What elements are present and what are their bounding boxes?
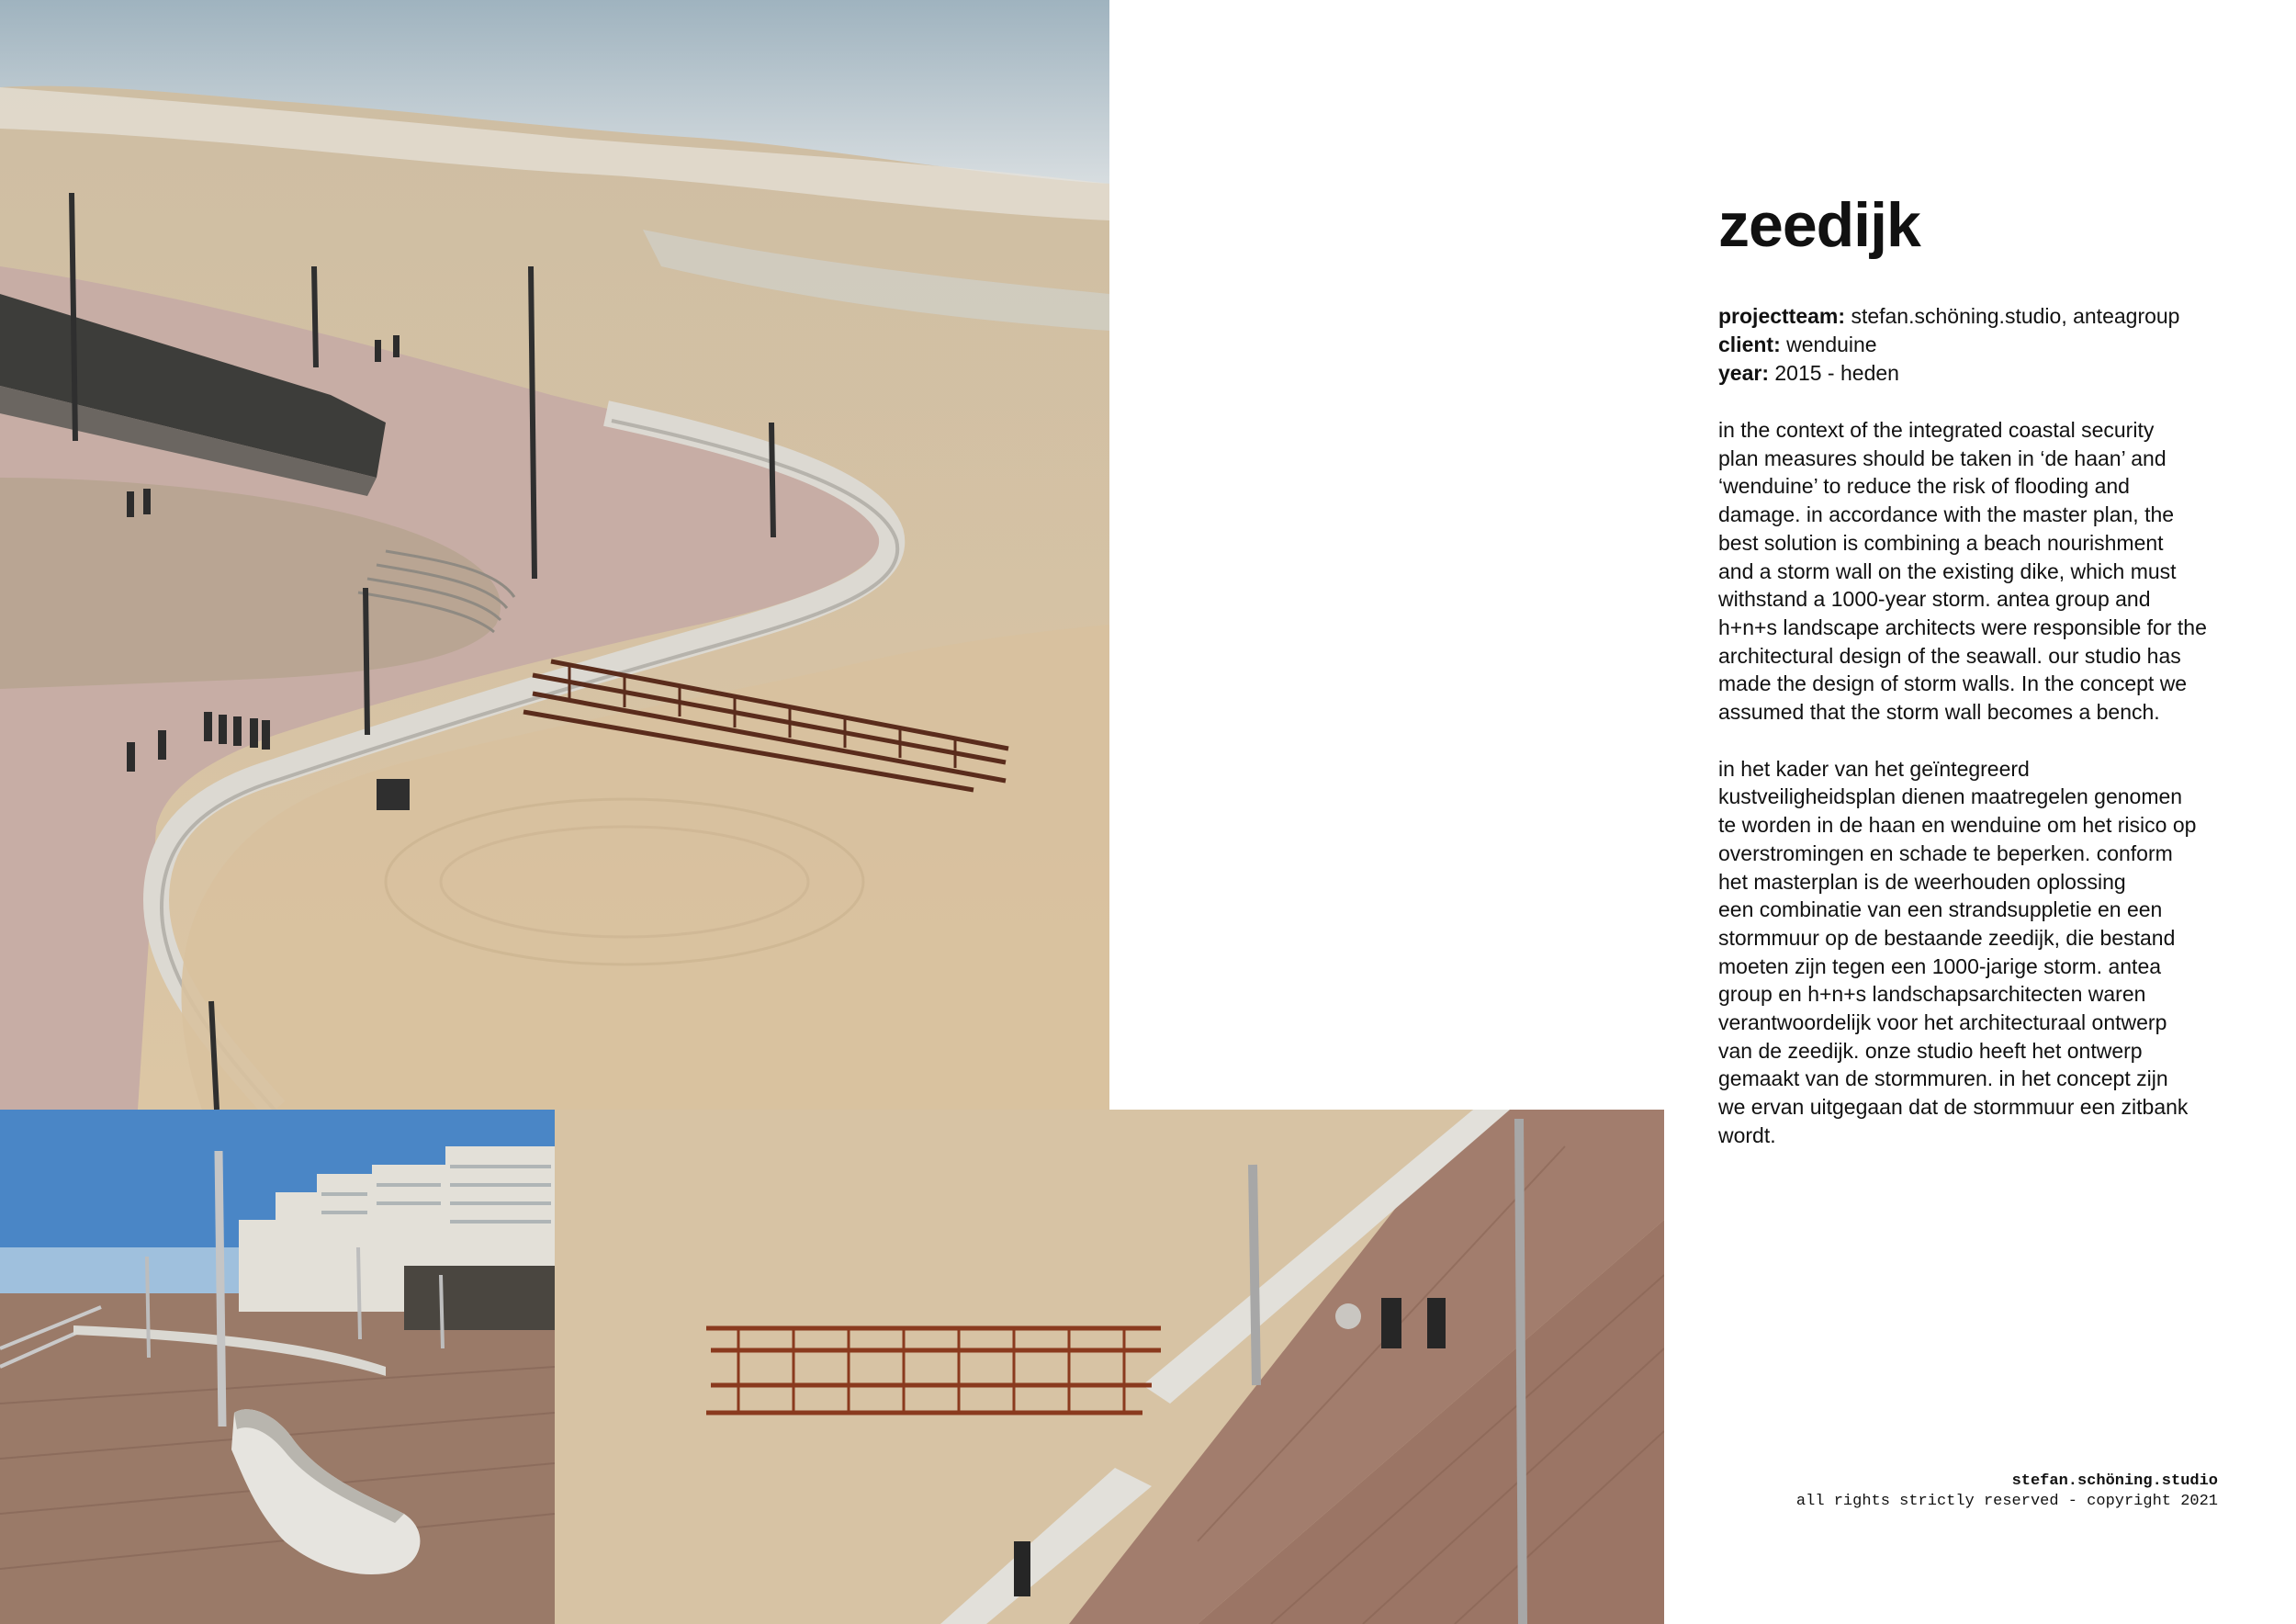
project-text-column [1718,188,2233,1150]
meta-projectteam [1718,302,2233,331]
client-label: client: [1718,333,1781,356]
meta-client [1718,331,2233,359]
footer-studio-name: stefan.schöning.studio [2011,1472,2218,1490]
photo-bridge-stormwall [555,1110,1664,1624]
year-value: 2015 - heden [1774,361,1899,385]
project-title: zeedijk [1718,190,1920,260]
projectteam-label: projectteam: [1718,304,1846,328]
photo-seawall-aerial [0,0,1109,1110]
description-dutch: in het kader van het geïntegreerd kustveiligheidsplan dienen maatregelen genomen te worden in de haan en wenduine om het risico op overstromingen en schade te beperken. conform het masterplan is de weerhouden oplossing een combinatie van een strandsuppletie en een stormmuur op de bestaande zeedijk, die bestand moeten zijn tegen een 1000-jarige storm. antea group en h+n+s landschapsarchitecten waren verantwoordelijk voor het architecturaal ontwerp van de zeedijk. onze studio heeft het ontwerp gemaakt van de stormmuren. in het concept zijn we ervan uitgegaan dat de stormmuur een zitbank wordt. [1718,756,2197,1147]
year-label: year: [1718,361,1769,385]
projectteam-value: stefan.schöning.studio, anteagroup [1851,304,2180,328]
footer-rights: all rights strictly reserved - copyright 2021 [1795,1493,2218,1510]
meta-year [1718,359,2233,388]
photo-bench-promenade [0,1110,555,1624]
copyright-footer [1796,1472,2218,1512]
project-meta [1718,302,2233,388]
description-english: in the context of the integrated coastal security plan measures should be taken in ‘de haan’ and ‘wenduine’ to reduce the risk of flooding and damage. in accordance with the master plan, the best solution is combining a beach nourishment and a storm wall on the existing dike, which must withstand a 1000-year storm. antea group and h+n+s landscape architects were responsible for the architectural design of the seawall. our studio has made the design of storm walls. In the concept we assumed that the storm wall becomes a bench. [1718,418,2207,725]
client-value: wenduine [1786,333,1877,356]
